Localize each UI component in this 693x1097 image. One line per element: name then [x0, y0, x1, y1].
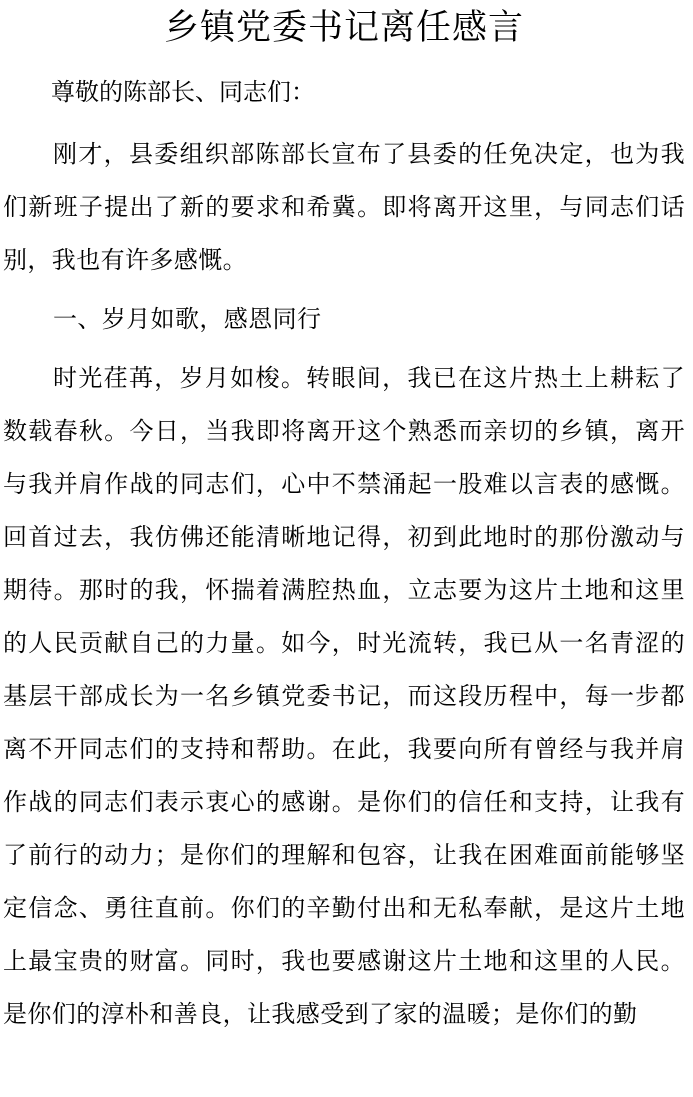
document-title: 乡镇党委书记离任感言 [163, 8, 524, 48]
paragraph-intro: 刚才，县委组织部陈部长宣布了县委的任免决定，也为我们新班子提出了新的要求和希冀。即将离开这里，与同志们话别，我也有许多感慨。 [3, 140, 685, 274]
paragraph-section-1: 时光荏苒，岁月如梭。转眼间，我已在这片热土上耕耘了数载春秋。今日，当我即将离开这个熟悉而亲切的乡镇，离开与我并肩作战的同志们，心中不禁涌起一股难以言表的感慨。回首过去，我仿佛还能清晰地记得，初到此地时的那份激动与期待。那时的我，怀揣着满腔热血，立志要为这片土地和这里的人民贡献自己的力量。如今，时光流转，我已从一名青涩的基层干部成长为一名乡镇党委书记，而这段历程中，每一步都离不开同志们的支持和帮助。在此，我要向所有曾经与我并肩作战的同志们表示衷心的感谢。是你们的信任和支持，让我有了前行的动力；是你们的理解和包容，让我在困难面前能够坚定信念、勇往直前。你们的辛勤付出和无私奉献，是这片土地上最宝贵的财富。同时，我也要感谢这片土地和这里的人民。是你们的淳朴和善良，让我感受到了家的温暖；是你们的勤 [3, 364, 685, 1028]
section-heading-1: 一、岁月如歌，感恩同行 [53, 305, 322, 333]
salutation: 尊敬的陈部长、同志们： [51, 78, 315, 106]
